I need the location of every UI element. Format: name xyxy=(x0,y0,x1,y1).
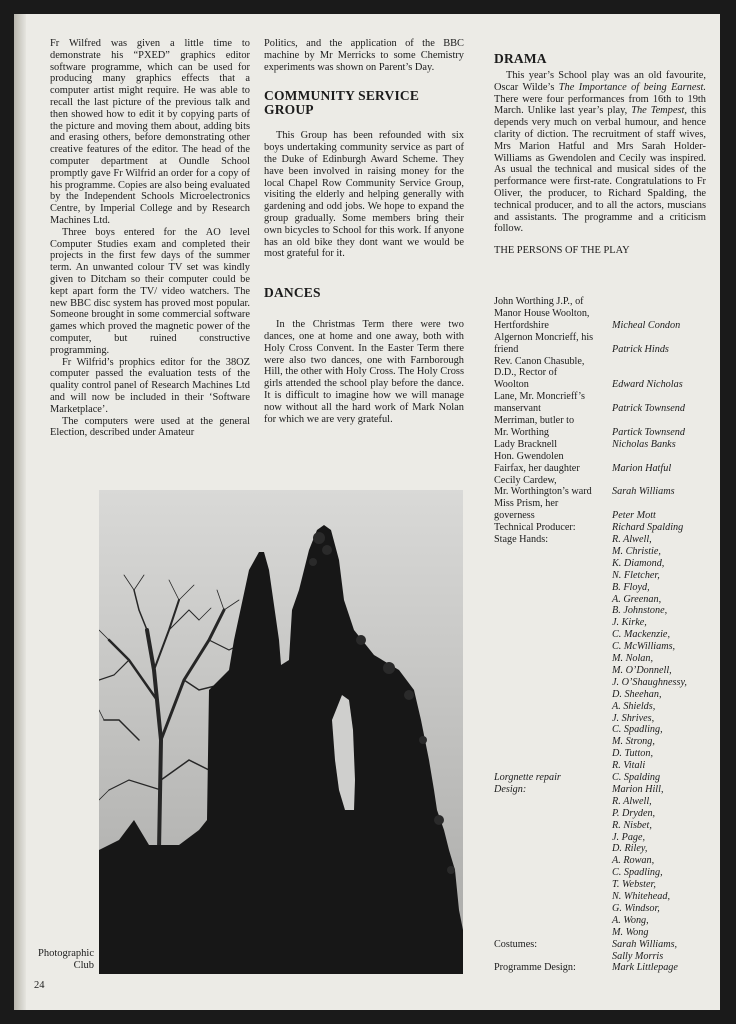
paragraph: Fr Wilfrid’s prophics editor for the 38OZ computer passed the evaluation tests of the quality control panel of Research Machines Ltd and will now be included in their ‘Software Marketplace’. xyxy=(50,356,250,415)
book-spine xyxy=(14,14,26,1010)
paragraph xyxy=(494,70,706,235)
cast-role: Fairfax, her daughter xyxy=(494,462,580,474)
cast-actor: C. Spalding xyxy=(612,772,661,783)
cast-actor: Marion Hill, xyxy=(612,783,664,795)
page-number: 24 xyxy=(34,980,45,991)
column-drama xyxy=(494,38,706,257)
cast-actor: A. Wong, xyxy=(612,914,649,926)
cast-role: Woolton xyxy=(494,379,529,391)
cast-role: Lane, Mr. Moncrieff’s xyxy=(494,391,585,403)
column-computing xyxy=(50,38,250,439)
cast-actor: D. Tutton, xyxy=(612,748,654,760)
cast-actor: R. Vitali xyxy=(612,760,646,772)
cast-actor: Richard Spalding xyxy=(612,522,684,534)
cast-actor: D. Sheehan, xyxy=(612,688,662,700)
cast-actor: Nicholas Banks xyxy=(612,438,676,450)
cast-actor: Sarah Williams xyxy=(612,486,675,498)
cast-actor: K. Diamond, xyxy=(612,557,665,569)
cast-actor: B. Johnstone, xyxy=(612,605,668,617)
cast-actor: Micheal Condon xyxy=(612,319,681,331)
paragraph: Fr Wilfred was given a little time to demonstrate his “PXED” graphics editor software programme, which can be used for producing many graphics effects that a computer artist might require. He was able to recall the last picture of the previous talk and then showed how to edit it by copying parts of the picture and moving them about, adding bits and erasing others, before demonstrating other creative features of the editor. The head of the computer department at Oundle School promptly gave Fr Wilfrid an order for a copy of his programme. Copies are also being evaluated by the Independent Schools Microelectronics Centre, by Imperial College and by Research Machines Ltd. xyxy=(50,38,250,226)
drama-heading: DRAMA xyxy=(494,51,547,66)
caption-line: Club xyxy=(73,960,94,971)
cast-role: Design: xyxy=(494,783,527,795)
cast-actor: C. Spadling, xyxy=(612,724,663,736)
cast-actor: M. Nolan, xyxy=(612,653,654,664)
play-title: The Tempest, xyxy=(631,105,688,117)
text: this depends very much on verbal humour, and hence clarity of diction. The recruitment of staff wives, Mrs Marion Hatful and Mrs Sarah Holder-Williams as Gwendolen and Cecily was inspired. As usual the technical and musical sides of the performance were first-rate. Congratulations to Fr Oliver, the producer, to Richard Spalding, the technical producer, and to all the actors, muscians and assistants. The programme and a criticism follow. xyxy=(494,105,706,235)
cast-actor: N. Fletcher, xyxy=(612,569,660,581)
cast-actor: M. Christie, xyxy=(612,545,661,557)
paragraph: Three boys entered for the AO level Computer Studies exam and completed their projects in the first few days of the summer term. An unwanted colour TV set was kindly given to Ditcham so their computer could be kept apart form the TV/ video watchers. The new BBC disc system has proved most popular. Someone brought in some commercial software games which proved the magnetic power of the computer, but ruined constructive programming. xyxy=(50,226,250,356)
community-heading: COMMUNITY SERVICE GROUP xyxy=(264,88,420,118)
cast-actor: C. McWilliams, xyxy=(612,641,676,653)
cast-role: governess xyxy=(494,510,535,522)
cast-list xyxy=(494,296,706,996)
cast-actor: C. Spadling, xyxy=(612,867,663,879)
cast-actor: G. Windsor, xyxy=(612,902,660,914)
cast-role: Lady Bracknell xyxy=(494,438,558,450)
photo-caption xyxy=(24,948,94,972)
cast-role: Manor House Woolton, xyxy=(494,307,590,319)
column-community-dances xyxy=(264,38,464,425)
cast-role: Stage Hands: xyxy=(494,534,549,545)
cast-role: D.D., Rector of xyxy=(494,367,558,379)
cast-role: Cecily Cardew, xyxy=(494,474,557,486)
cast-actor: Partick Townsend xyxy=(612,426,685,438)
cast-role: Technical Producer: xyxy=(494,522,576,534)
paragraph: In the Christmas Term there were two dances, one at home and one away, both with Holy Cross Convent. In the Easter Term there were also two dances, one with Farnborough Hill, the other with Holy Cross. The Holy Cross girls attended the school play before the dance. It is difficult to imagine how we will manage now without all the hard work of Mark Nolan for which we are very grateful. xyxy=(264,319,464,425)
cast-actor: A. Shields, xyxy=(612,700,656,712)
cast-actor: M. O’Donnell, xyxy=(612,664,672,676)
cast-actor: A. Rowan, xyxy=(612,855,655,867)
cast-role: friend xyxy=(494,343,519,355)
cast-actor: C. Mackenzie, xyxy=(612,629,670,641)
ruin-silhouette-image xyxy=(99,490,463,974)
paragraph: The computers were used at the general Election, described under Amateur xyxy=(50,415,250,439)
cast-role: Hon. Gwendolen xyxy=(494,450,564,462)
cast-actor: Patrick Hinds xyxy=(612,343,669,355)
text: There were four performances from 16th to 19th March. Unlike last year’s play, xyxy=(494,93,706,117)
page xyxy=(14,14,720,1010)
cast-role: Miss Prism, her xyxy=(494,498,559,510)
cast-role: Mr. Worthing xyxy=(494,426,550,438)
cast-actor: J. O’Shaughnessy, xyxy=(612,676,687,688)
cast-actor: R. Alwell, xyxy=(612,534,652,545)
cast-role: manservant xyxy=(494,403,541,415)
cast-actor: Patrick Townsend xyxy=(612,403,685,415)
cast-actor: P. Dryden, xyxy=(612,807,656,819)
play-title: The Importance of being Earnest. xyxy=(558,81,707,93)
dances-heading: DANCES xyxy=(264,285,321,301)
cast-actor: M. Strong, xyxy=(612,736,655,748)
cast-actor: J. Kirke, xyxy=(612,617,647,629)
cast-actor: B. Floyd, xyxy=(612,581,650,593)
cast-role: Rev. Canon Chasuble, xyxy=(494,355,585,367)
cast-role: Lorgnette repair xyxy=(494,772,561,783)
cast-role: Programme Design: xyxy=(494,962,576,974)
persons-heading: THE PERSONS OF THE PLAY xyxy=(494,245,630,257)
paragraph: This Group has been refounded with six boys undertaking community service as part of the Duke of Edinburgh Award Scheme. They have been involved in raising money for the local Chapel Row Community Service Group, visiting the elderly and helping generally with gardening and odd jobs. We hope to expand the group gradually. Some members bring their own bicycles to School for this work. If anyone has an old bike they dont want we would be most grateful for it. xyxy=(264,130,464,260)
cast-actor: M. Wong xyxy=(612,926,649,938)
cast-actor: R. Alwell, xyxy=(612,795,652,807)
cast-role: Mr. Worthington’s ward xyxy=(494,486,592,498)
cast-actor: J. Page, xyxy=(612,831,646,843)
cast-actor: Sally Morris xyxy=(612,950,664,962)
cast-actor: J. Shrives, xyxy=(612,712,655,724)
cast-actor: Peter Mott xyxy=(612,510,656,522)
cast-role: John Worthing J.P., of xyxy=(494,296,584,307)
cast-actor: A. Greenan, xyxy=(612,593,662,605)
cast-actor: D. Riley, xyxy=(612,843,648,855)
text: This year’s School play was an old favourite, Oscar Wilde’s xyxy=(494,70,706,93)
caption-line: Photographic xyxy=(38,948,94,959)
cast-actor: Mark Littlepage xyxy=(612,962,678,974)
cast-actor: Marion Hatful xyxy=(612,462,672,474)
cast-actor: R. Nisbet, xyxy=(612,819,652,831)
ruin-photo xyxy=(99,490,463,974)
cast-actor: T. Webster, xyxy=(612,879,656,891)
cast-actor: N. Whitehead, xyxy=(612,891,671,902)
paragraph: Politics, and the application of the BBC machine by Mr Merricks to some Chemistry experiments was shown on Parent’s Day. xyxy=(264,38,464,73)
cast-actor: Sarah Williams, xyxy=(612,938,678,950)
cast-role: Merriman, butler to xyxy=(494,415,575,426)
cast-role: Hertfordshire xyxy=(494,319,549,331)
cast-role: Costumes: xyxy=(494,938,538,950)
cast-role: Algernon Moncrieff, his xyxy=(494,331,594,343)
cast-actor: Edward Nicholas xyxy=(612,379,683,391)
